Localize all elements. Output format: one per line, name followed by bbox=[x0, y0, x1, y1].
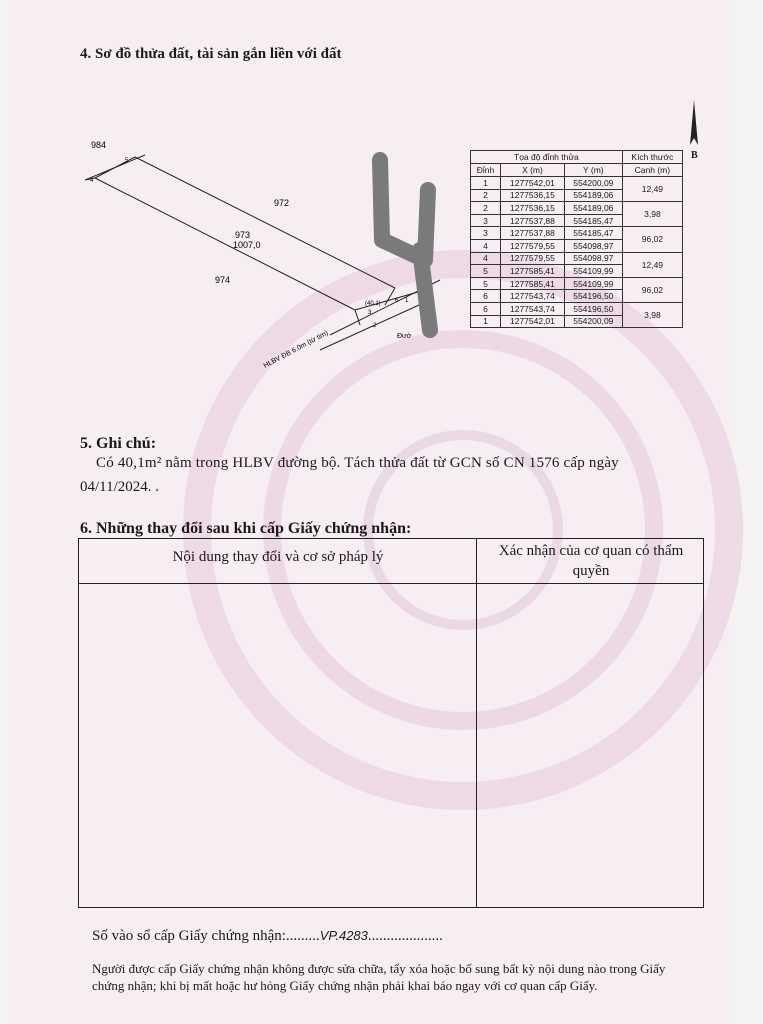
coord-cell-y: 554189,06 bbox=[564, 202, 622, 215]
coordinate-table bbox=[470, 150, 683, 328]
vertex-3: 3 bbox=[368, 310, 372, 316]
coord-row bbox=[471, 252, 683, 265]
label-area: 1007,0 bbox=[233, 240, 261, 250]
coord-cell-v: 4 bbox=[471, 252, 501, 265]
coord-cell-y: 554200,09 bbox=[564, 315, 622, 328]
coordinate-rows bbox=[471, 177, 683, 328]
label-984: 984 bbox=[91, 140, 107, 150]
label-972: 972 bbox=[274, 198, 290, 208]
coord-cell-y: 554196,50 bbox=[564, 302, 622, 315]
edge-length-cell: 3,98 bbox=[622, 202, 682, 227]
coord-cell-v: 5 bbox=[471, 277, 501, 290]
coord-cell-v: 1 bbox=[471, 177, 501, 190]
coord-cell-x: 1277579,55 bbox=[501, 239, 565, 252]
coord-cell-y: 554189,06 bbox=[564, 189, 622, 202]
north-label: B bbox=[691, 150, 698, 161]
register-dots: .................... bbox=[367, 928, 443, 944]
note-line-1: Có 40,1m² nằm trong HLBV đường bộ. Tách thửa đất từ GCN số CN 1576 cấp ngày bbox=[96, 455, 619, 471]
coord-cell-x: 1277543,74 bbox=[501, 290, 565, 303]
coord-cell-v: 2 bbox=[471, 189, 501, 202]
coord-cell-v: 3 bbox=[471, 214, 501, 227]
coord-cell-x: 1277579,55 bbox=[501, 252, 565, 265]
vertex-1: 1 bbox=[405, 298, 409, 304]
edge-length-cell: 12,49 bbox=[622, 177, 682, 202]
coord-row bbox=[471, 202, 683, 215]
coord-cell-x: 1277537,88 bbox=[501, 214, 565, 227]
label-974: 974 bbox=[215, 275, 231, 285]
coord-header: Tọa độ đỉnh thửa bbox=[471, 151, 623, 164]
coord-cell-v: 2 bbox=[471, 202, 501, 215]
edge-length-cell: 12,49 bbox=[622, 252, 682, 277]
vertex-2: 2 bbox=[373, 323, 377, 329]
coord-cell-y: 554098,97 bbox=[564, 252, 622, 265]
section-5-title: 5. Ghi chú: bbox=[80, 435, 157, 452]
coord-cell-v: 4 bbox=[471, 239, 501, 252]
coord-cell-y: 554200,09 bbox=[564, 177, 622, 190]
section-6-title: 6. Những thay đổi sau khi cấp Giấy chứng nhận: bbox=[80, 520, 412, 537]
vertex-6: 6 bbox=[395, 298, 399, 304]
register-number: VP.4283 bbox=[319, 928, 368, 943]
coord-cell-x: 1277543,74 bbox=[501, 302, 565, 315]
coord-cell-x: 1277537,88 bbox=[501, 227, 565, 240]
road-label: Đườ bbox=[397, 333, 412, 340]
vertex-5: 5 bbox=[125, 158, 129, 164]
section-4-title: 4. Sơ đồ thửa đất, tài sản gắn liền với đất bbox=[80, 46, 342, 62]
coord-cell-y: 554109,99 bbox=[564, 277, 622, 290]
coord-cell-y: 554098,97 bbox=[564, 239, 622, 252]
coord-cell-x: 1277585,41 bbox=[501, 277, 565, 290]
edge-length-cell: 96,02 bbox=[622, 277, 682, 302]
road-corridor-label: HLBV ĐB 6.0m (từ tim) bbox=[262, 329, 330, 370]
coord-cell-x: 1277536,15 bbox=[501, 189, 565, 202]
coord-cell-y: 554185,47 bbox=[564, 214, 622, 227]
coord-row bbox=[471, 277, 683, 290]
coord-cell-y: 554109,99 bbox=[564, 265, 622, 278]
coord-cell-x: 1277585,41 bbox=[501, 265, 565, 278]
coord-cell-y: 554185,47 bbox=[564, 227, 622, 240]
edge-col-header: Cạnh (m) bbox=[622, 164, 682, 177]
changes-col-confirm-header: Xác nhận của cơ quan có thẩm quyền bbox=[498, 543, 684, 579]
x-col-header: X (m) bbox=[501, 164, 565, 177]
coord-cell-x: 1277536,15 bbox=[501, 202, 565, 215]
coord-cell-y: 554196,50 bbox=[564, 290, 622, 303]
coord-row bbox=[471, 227, 683, 240]
coord-cell-v: 6 bbox=[471, 290, 501, 303]
changes-table bbox=[78, 538, 704, 908]
changes-col-content-header: Nội dung thay đổi và cơ sở pháp lý bbox=[172, 549, 384, 565]
coord-row bbox=[471, 177, 683, 190]
vertex-col-header: Đỉnh bbox=[471, 164, 501, 177]
edge-length-cell: 96,02 bbox=[622, 227, 682, 252]
y-col-header: Y (m) bbox=[564, 164, 622, 177]
legal-notice: Người được cấp Giấy chứng nhận không được sửa chữa, tẩy xóa hoặc bổ sung bất kỳ nội dung nào trong Giấy chứng nhận; khi bị mất hoặc hư hỏng Giấy chứng nhận phải khai báo ngay với cơ quan cấp Giấy. bbox=[92, 961, 666, 993]
size-header: Kích thước bbox=[622, 151, 682, 164]
register-line bbox=[92, 928, 443, 945]
coord-row bbox=[471, 302, 683, 315]
coord-cell-v: 6 bbox=[471, 302, 501, 315]
coord-cell-v: 1 bbox=[471, 315, 501, 328]
changes-header-divider bbox=[79, 583, 703, 584]
register-label: Số vào sổ cấp Giấy chứng nhận:......... bbox=[92, 928, 320, 944]
note-line-2: 04/11/2024. . bbox=[80, 479, 160, 495]
small-area-label: (40,1) bbox=[365, 301, 381, 307]
changes-column-divider bbox=[79, 539, 477, 907]
coord-cell-x: 1277542,01 bbox=[501, 315, 565, 328]
edge-length-cell: 3,98 bbox=[622, 302, 682, 327]
coord-cell-v: 5 bbox=[471, 265, 501, 278]
coord-cell-x: 1277542,01 bbox=[501, 177, 565, 190]
coord-cell-v: 3 bbox=[471, 227, 501, 240]
label-973: 973 bbox=[235, 230, 251, 240]
vertex-4: 4 bbox=[90, 178, 94, 184]
handwritten-mark bbox=[370, 150, 440, 350]
